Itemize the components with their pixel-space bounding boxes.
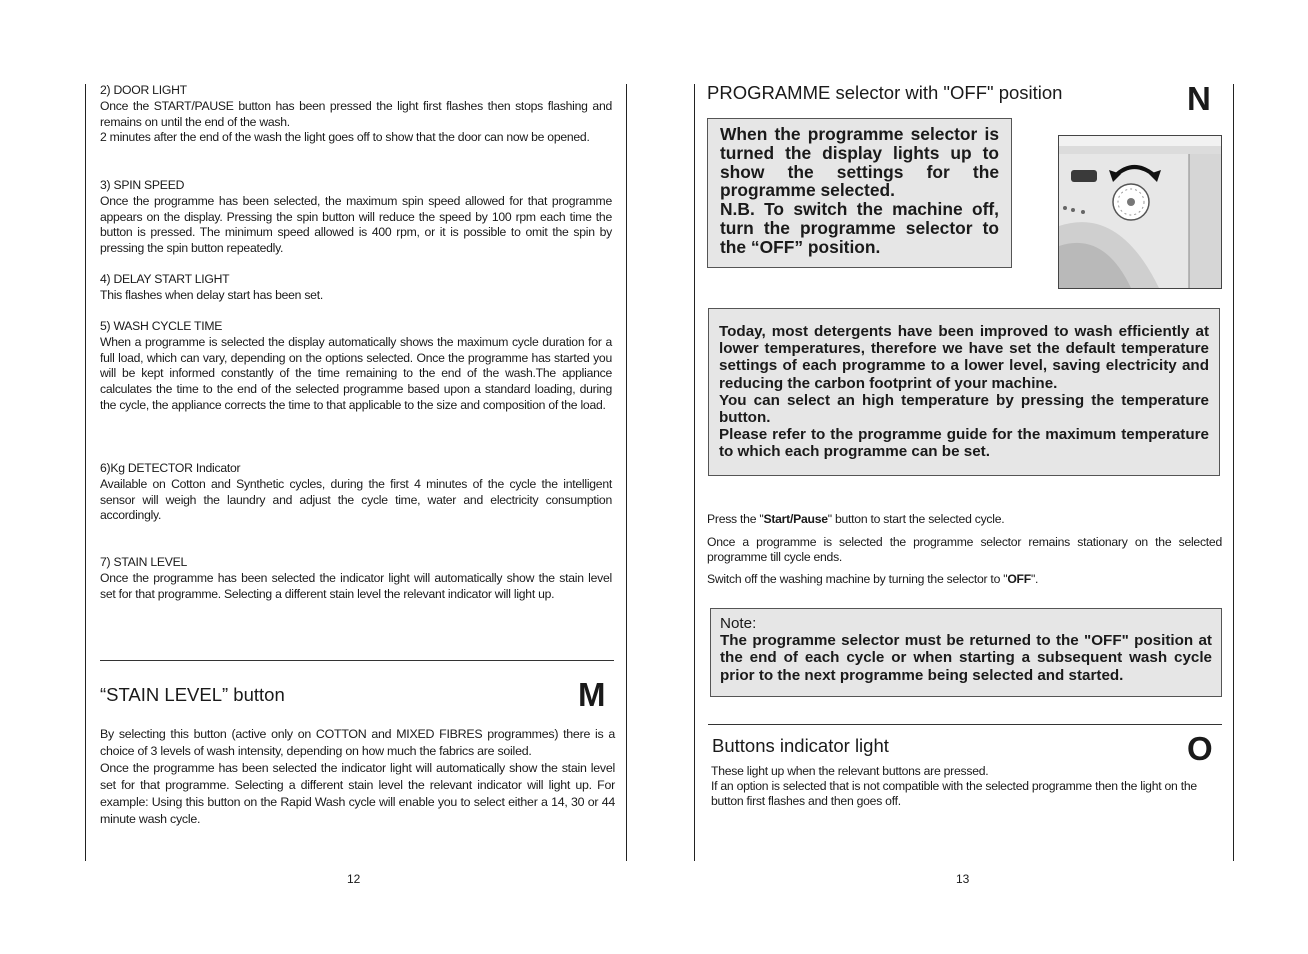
start-instruction-prefix: Press the " xyxy=(707,512,764,526)
stain-level-heading: 7) STAIN LEVEL xyxy=(100,555,188,569)
section-o-line-1: These light up when the relevant buttons are pressed. xyxy=(711,764,989,778)
door-light-line-1: Once the START/PAUSE button has been pressed the light first flashes then stops flashing and remains on until the end of the wash. xyxy=(100,98,612,129)
spin-speed-heading: 3) SPIN SPEED xyxy=(100,178,185,192)
section-m-body xyxy=(100,726,615,828)
detergent-paragraph-2: You can select an high temperature by pressing the temperature button. xyxy=(719,391,1209,427)
right-page-left-border xyxy=(694,84,695,861)
section-n-letter: N xyxy=(1187,80,1211,117)
section-o-divider xyxy=(708,724,1222,725)
spin-speed-section xyxy=(100,178,612,257)
note-box xyxy=(710,608,1222,697)
section-o-line-2: If an option is selected that is not compatible with the selected programme then the light on the button first flashes and then goes off. xyxy=(711,779,1197,808)
section-o-title: Buttons indicator light xyxy=(712,735,889,756)
section-n-title: PROGRAMME selector with "OFF" position xyxy=(707,82,1063,103)
display-window-icon xyxy=(1071,170,1097,182)
selector-stationary-text xyxy=(707,535,1222,564)
delay-start-heading: 4) DELAY START LIGHT xyxy=(100,272,230,286)
programme-selector-box-note: N.B. To switch the machine off, turn the programme selector to the “OFF” position. xyxy=(720,199,999,257)
off-label: OFF xyxy=(1007,572,1031,586)
section-o-letter: O xyxy=(1187,730,1213,767)
door-light-heading: 2) DOOR LIGHT xyxy=(100,83,187,97)
section-m-paragraph-2: Once the programme has been selected the indicator light will automatically show the stain level set for that programme. Selecting a different stain level the relevant indicator will light up. For example: Using this button on the Rapid Wash cycle will enable you to select either a 14, 30 or 44 minute wash cycle. xyxy=(100,761,615,826)
section-m-title: “STAIN LEVEL” button xyxy=(100,684,285,705)
note-label: Note: xyxy=(720,615,757,632)
note-text: The programme selector must be returned to the "OFF" position at the end of each cycle or when starting a subsequent wash cycle prior to the next programme being selected and started. xyxy=(720,632,1212,684)
detergent-info-box xyxy=(708,308,1220,476)
wash-cycle-time-text: When a programme is selected the display automatically shows the maximum cycle duration for a full load, which can vary, depending on the options selected. Once the programme has started you will be kept informed constantly of the time remaining to the end of the wash.The appliance calculates the time to the end of the selected programme based upon a standard loading, during the cycle, the appliance corrects the time to that applicable to the size and composition of the load. xyxy=(100,334,612,412)
detergent-paragraph-3: Please refer to the programme guide for the maximum temperature to which each programme can be set. xyxy=(719,426,1209,461)
left-page-left-border xyxy=(85,84,86,861)
door-light-line-2: 2 minutes after the end of the wash the light goes off to show that the door can now be opened. xyxy=(100,130,590,145)
start-instruction xyxy=(707,512,1223,528)
switch-off-instruction xyxy=(707,572,1223,588)
detergent-paragraph-1: Today, most detergents have been improved to wash efficiently at lower temperatures, therefore we have set the default temperature settings of each programme to a lower level, saving electricity and reducing the carbon footprint of your machine. xyxy=(719,323,1209,392)
section-m-paragraph-1: By selecting this button (active only on COTTON and MIXED FIBRES programmes) there is a choice of 3 levels of wash intensity, depending on how much the fabrics are soiled. xyxy=(100,727,615,758)
kg-detector-section xyxy=(100,461,612,524)
door-light-section xyxy=(100,83,612,146)
stain-level-text: Once the programme has been selected the indicator light will automatically show the stain level set for that programme. Selecting a different stain level the relevant indicator will light up. xyxy=(100,570,612,601)
washing-machine-illustration xyxy=(1058,135,1222,289)
programme-selector-box-text: When the programme selector is turned the display lights up to show the settings for the programme selected. xyxy=(720,124,999,201)
page-number-right: 13 xyxy=(956,872,970,886)
start-instruction-suffix: " button to start the selected cycle. xyxy=(827,512,1005,526)
left-page-right-border xyxy=(626,84,627,861)
programme-selector-info-box xyxy=(707,118,1012,268)
right-page-right-border xyxy=(1233,84,1234,861)
start-pause-label: Start/Pause xyxy=(763,512,828,526)
machine-panel-drawing xyxy=(1059,136,1221,288)
section-m-divider xyxy=(100,660,614,661)
wash-cycle-time-section xyxy=(100,319,612,414)
kg-detector-text: Available on Cotton and Synthetic cycles, during the first 4 minutes of the cycle the intelligent sensor will weigh the laundry and adjust the cycle time, water and electricity consumption accordingly. xyxy=(100,476,612,523)
kg-detector-heading: 6)Kg DETECTOR Indicator xyxy=(100,461,241,475)
delay-start-section xyxy=(100,272,612,304)
section-o-body xyxy=(711,764,1223,809)
wash-cycle-time-heading: 5) WASH CYCLE TIME xyxy=(100,319,223,333)
stain-level-section xyxy=(100,555,612,602)
switch-off-suffix: ". xyxy=(1030,572,1039,586)
switch-off-prefix: Switch off the washing machine by turning the selector to " xyxy=(707,572,1008,586)
selector-stationary-line: Once a programme is selected the programme selector remains stationary on the selected programme till cycle ends. xyxy=(707,535,1222,564)
section-m-letter: M xyxy=(578,676,606,713)
delay-start-text: This flashes when delay start has been set. xyxy=(100,287,323,302)
spin-speed-text: Once the programme has been selected, the maximum spin speed allowed for that programme appears on the display. Pressing the spin button will reduce the speed by 100 rpm each time the button is pressed. The minimum speed allowed is 400 rpm, or it is possible to omit the spin by pressing the spin button repeatedly. xyxy=(100,193,612,256)
page-number-left: 12 xyxy=(347,872,361,886)
